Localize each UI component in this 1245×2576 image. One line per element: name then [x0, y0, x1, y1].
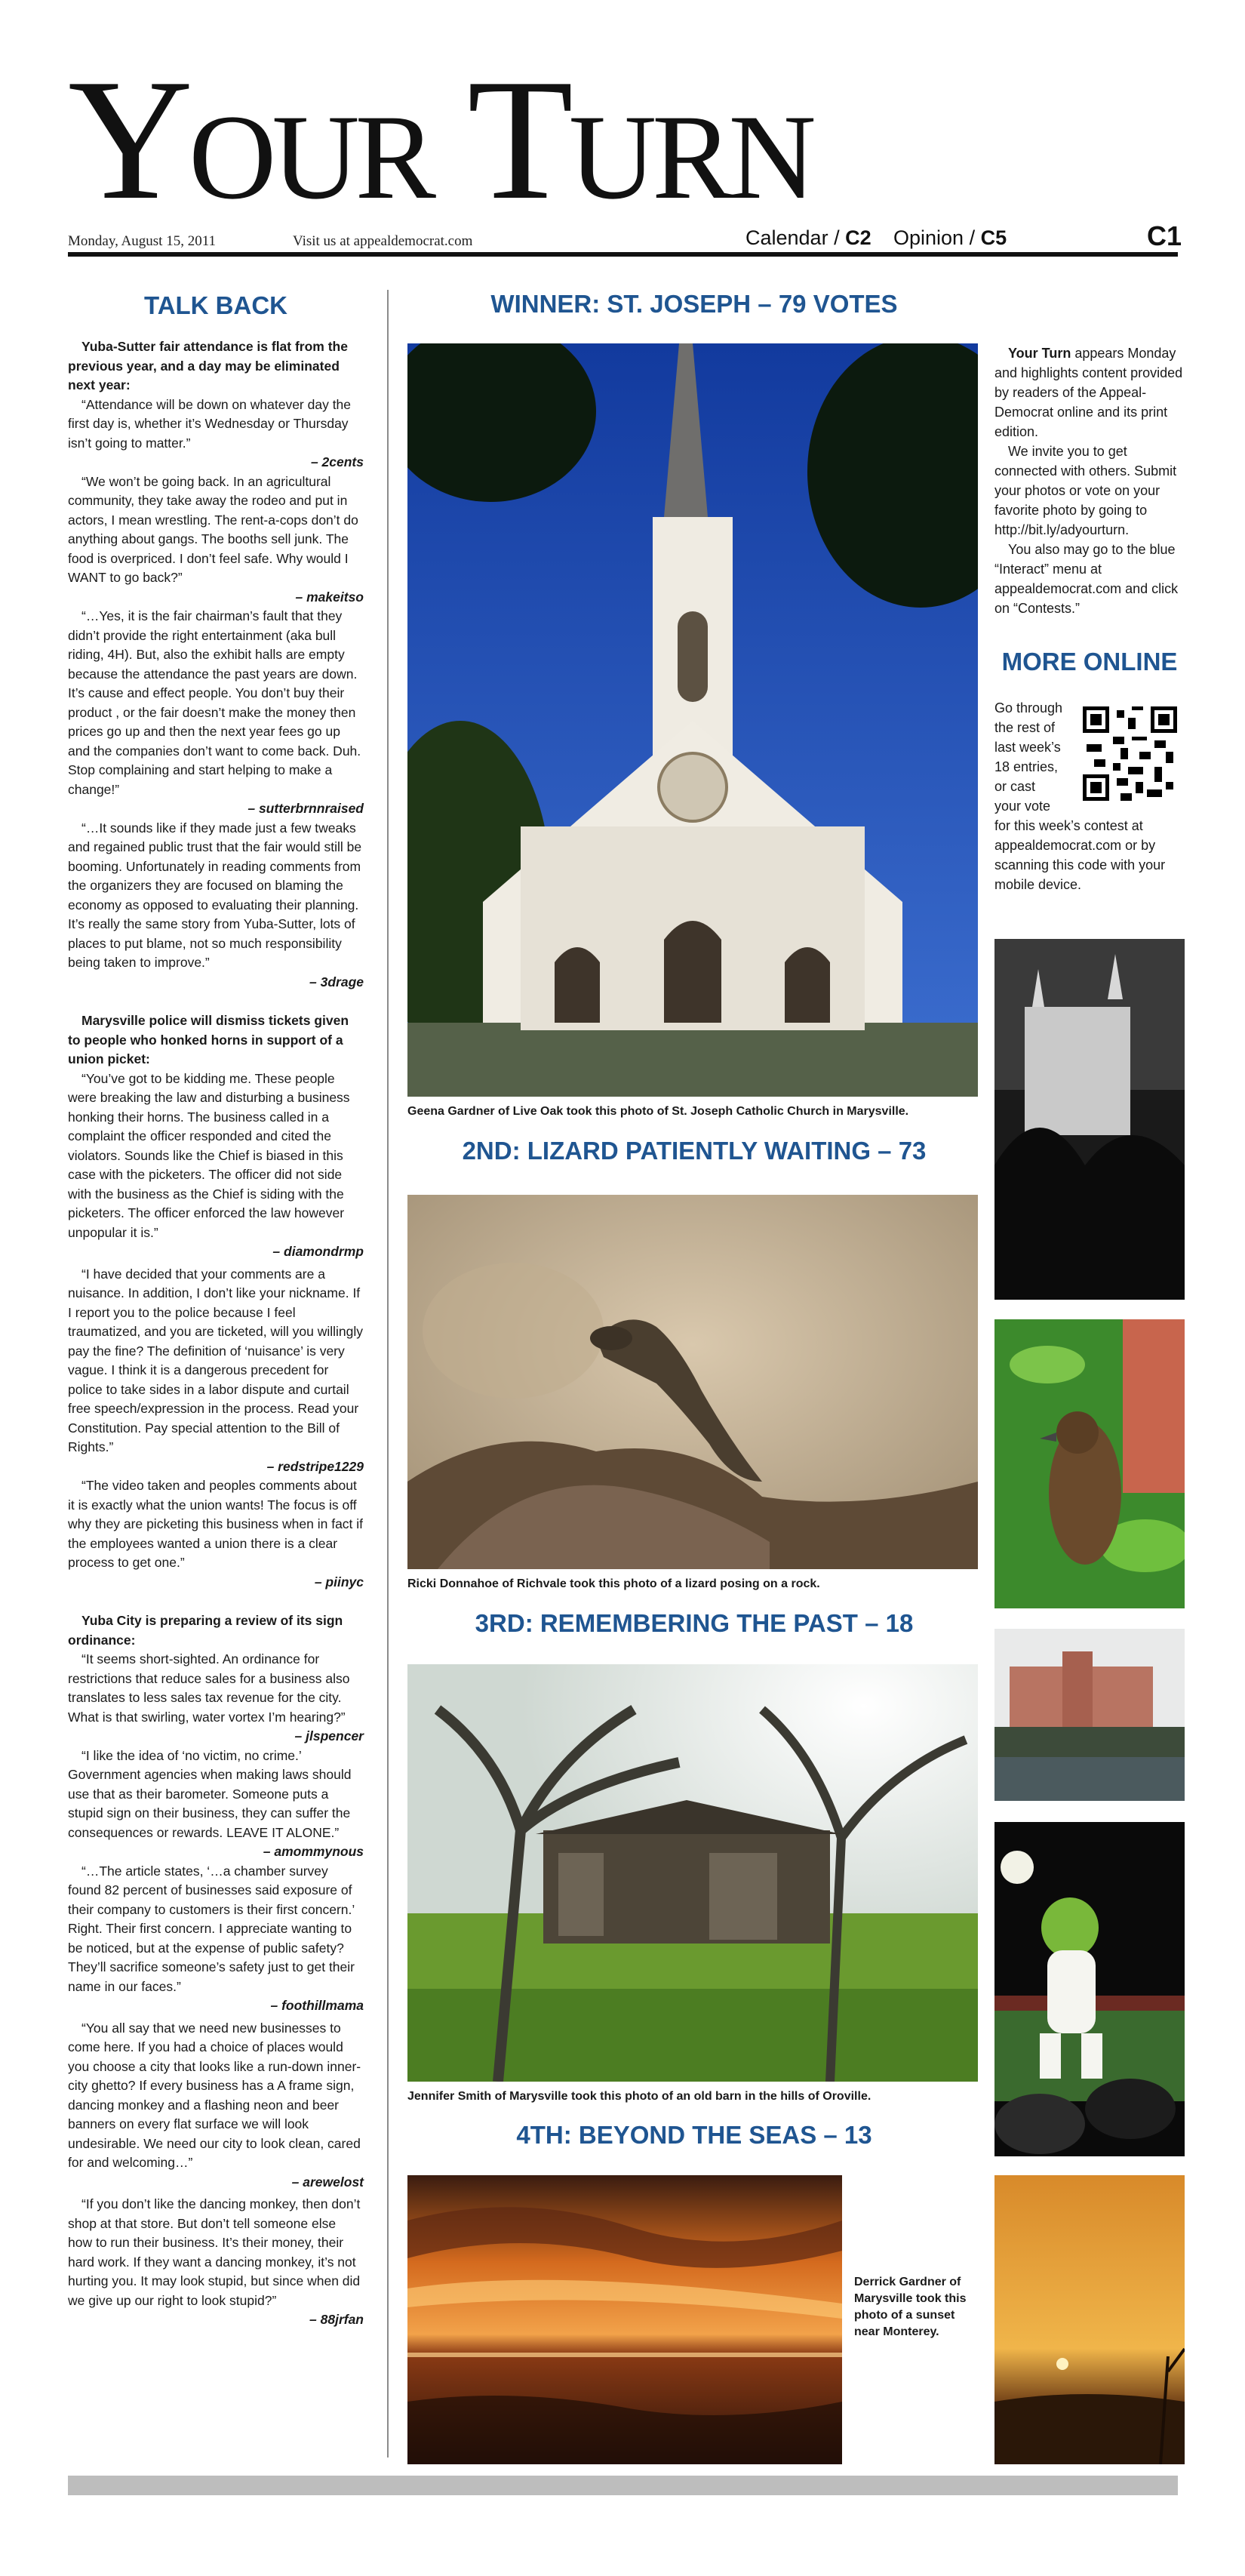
comment-author: – foothillmama [270, 1998, 364, 2013]
comment-text: “Attendance will be down on whatever day the first day is, whether it’s Wednesday or Thursday isn’t going to matter.” [68, 396, 352, 451]
more-online-line: 18 entries, [994, 759, 1059, 774]
your-turn-intro [994, 343, 1185, 618]
comment-text: “…It sounds like if they made just a few tweaks and regained public trust that the fair would still be booming. Unfortunately in reading comments from the organizers they are focused on blaming the economy as opposed to evaluating their planning. It’s really the same story from Yuba-Sutter, lots of places to put blame, not so much responsibility being taken to improve.” [68, 820, 362, 970]
comment-author: – arewelost [291, 2174, 364, 2190]
comment-text: “You’ve got to be kidding me. These people were breaking the law and disturbing a business honking their horns. The business called in a complaint the officer responded and cited the violators. Sounds like the Chief is biased in this case with the picketers. The officer did not side with the business as the Chief is siding with the picketers. The officer enforced the law however unpopular it is.” [68, 1070, 350, 1240]
third-place-caption: Jennifer Smith of Marysville took this photo of an old barn in the hills of Oroville. [407, 2090, 872, 2103]
resort-thumbnail[interactable] [994, 1629, 1185, 1801]
comment-text: “I like the idea of ‘no victim, no crime.’ Government agencies when making laws should use that as their barometer. Someone puts a stupid sign on their business, they can suffer the consequences or rewards. LEAVE IT ALONE.” [68, 1747, 352, 1840]
mascot-thumbnail[interactable] [994, 1822, 1185, 2156]
footer-bar [68, 2476, 1178, 2495]
comment-author: – makeitso [295, 589, 364, 605]
comment-text: “We won’t be going back. In an agricultural community, they take away the rodeo and put in actors, I mean wrestling. The rent-a-cops don’t do anything about gangs. The booths sell junk. The food is overpriced. I don’t feel safe. Why would I WANT to go back?” [68, 473, 358, 585]
qr-code[interactable] [1083, 706, 1177, 801]
more-online-heading: MORE ONLINE [1001, 648, 1178, 676]
barn-photo[interactable] [407, 1664, 978, 2082]
calendar-reference[interactable]: Calendar / C2 [745, 226, 872, 249]
comment-author: – 2cents [310, 454, 364, 469]
topic-heading: Yuba City is preparing a review of its sign ordinance: [68, 1613, 343, 1648]
comment-text: “If you don’t like the dancing monkey, then don’t shop at that store. But don’t tell someone else how to run their business. It’s their money, their hard work. If they want a dancing monkey, it’s not hurting you. It may look stupid, but since when did we give up our right to look stupid?” [68, 2196, 361, 2308]
more-online-line: Go through [994, 700, 1063, 716]
bird-thumbnail[interactable] [994, 1319, 1185, 1608]
comment-text: “I have decided that your comments are a nuisance. In addition, I don’t like your nickname. If I report you to the police because I feel traumatized, and you are ticketed, will you willingly pay the fine? The definition of ‘nuisance’ is very vague. I think it is a dangerous precedent for police to take sides in a labor dispute and curtail free speech/expression in the process. Read your Constitution. Pay special attention to the Bill of Rights.” [68, 1266, 364, 1454]
comment-author: – 88jrfan [309, 2312, 364, 2327]
column-divider [387, 290, 389, 2458]
more-online-line: your vote [994, 799, 1051, 814]
comment-author: – diamondrmp [272, 1244, 364, 1259]
intro-paragraph: Your Turn appears Monday and highlights content provided by readers of the Appeal-Democrat online and its print edition. [994, 346, 1183, 439]
website-link[interactable]: Visit us at appealdemocrat.com [293, 233, 473, 249]
third-place-heading: 3RD: REMEMBERING THE PAST – 18 [475, 1609, 914, 1637]
page-title: Your Turn [68, 43, 812, 235]
masthead-rule [68, 252, 1178, 257]
comment-text: “…The article states, ‘…a chamber survey found 82 percent of businesses said exposure of their company to customers is their first concern.’ Right. Their first concern. I appreciate wanting to be noticed, but at the expense of public safety? They’ll sacrifice someone’s safety just to get their name in our faces.” [68, 1863, 355, 1994]
talk-back-heading: TALK BACK [143, 291, 288, 319]
more-online-line: last week’s [994, 740, 1061, 755]
winner-caption: Geena Gardner of Live Oak took this photo of St. Joseph Catholic Church in Marysville. [407, 1105, 909, 1118]
more-online-line: or cast [994, 779, 1036, 794]
temple-thumbnail[interactable] [994, 939, 1185, 1300]
comment-author: – sutterbrnnraised [247, 801, 364, 816]
comment-text: “You all say that we need new businesses to come here. If you had a choice of places would you choose a city that looks like a run-down inner-city ghetto? If every business has a A frame sign, dancing monkey and a flashing neon and beer banners on every flat surface we will look undesirable. We need our city to look clean, cared for and welcoming…” [68, 2020, 361, 2170]
comment-author: – piinyc [314, 1574, 364, 1590]
topic-heading: Marysville police will dismiss tickets given to people who honked horns in support of a union picket: [68, 1013, 349, 1066]
comment-author: – amommynous [263, 1844, 364, 1859]
page-number: C1 [1147, 220, 1182, 251]
talk-back-column [68, 337, 364, 2330]
topic-heading: Yuba-Sutter fair attendance is flat from the previous year, and a day may be eliminated next year: [68, 339, 348, 392]
winner-heading: WINNER: ST. JOSEPH – 79 VOTES [490, 290, 898, 318]
fourth-place-heading: 4TH: BEYOND THE SEAS – 13 [516, 2121, 872, 2149]
issue-date: Monday, August 15, 2011 [68, 233, 216, 249]
comment-text: “It seems short-sighted. An ordinance for restrictions that reduce sales for a business also translates to less sales tax revenue for the city. What is that swirling, water vortex I’m hearing?” [68, 1651, 350, 1725]
comment-author: – redstripe1229 [266, 1458, 364, 1474]
second-place-caption: Ricki Donnahoe of Richvale took this photo of a lizard posing on a rock. [407, 1577, 820, 1590]
fourth-place-caption: Derrick Gardner of Marysville took this photo of a sunset near Monterey. [854, 2276, 967, 2338]
more-online-line: for this week’s contest at appealdemocrat.com or by scanning this code with your mobile device. [994, 818, 1166, 892]
sunset-thumbnail[interactable] [994, 2175, 1185, 2464]
comment-text: “The video taken and peoples comments about it is exactly what the union wants! The focus is off why they are picketing this business when in fact if the employees wanted a union there is a clear process to get one.” [68, 1478, 364, 1570]
sunset-photo[interactable] [407, 2175, 842, 2464]
interact-paragraph: You also may go to the blue “Interact” menu at appealdemocrat.com and click on “Contests.” [994, 542, 1179, 616]
more-online-line: the rest of [994, 720, 1056, 735]
comment-text: “…Yes, it is the fair chairman’s fault that they didn’t provide the right entertainment (aka bull riding, 4H). But, also the exhibit halls are empty because the attendance the past years are down. It’s cause and effect people. You don’t buy their product , or the fair doesn’t make the money then prices go up and then the next year fees go up and the companies don’t want to come back. Duh. Stop complaining and start helping to make a change!” [68, 608, 361, 797]
invite-paragraph: We invite you to get connected with others. Submit your photos or vote on your favorite photo by going to http://bit.ly/adyourturn. [994, 444, 1177, 537]
comment-author: – jlspencer [294, 1728, 364, 1743]
lizard-photo[interactable] [407, 1195, 978, 1569]
opinion-reference[interactable]: Opinion / C5 [893, 226, 1007, 249]
church-photo[interactable] [407, 343, 978, 1097]
second-place-heading: 2ND: LIZARD PATIENTLY WAITING – 73 [462, 1137, 927, 1165]
comment-author: – 3drage [309, 974, 364, 989]
